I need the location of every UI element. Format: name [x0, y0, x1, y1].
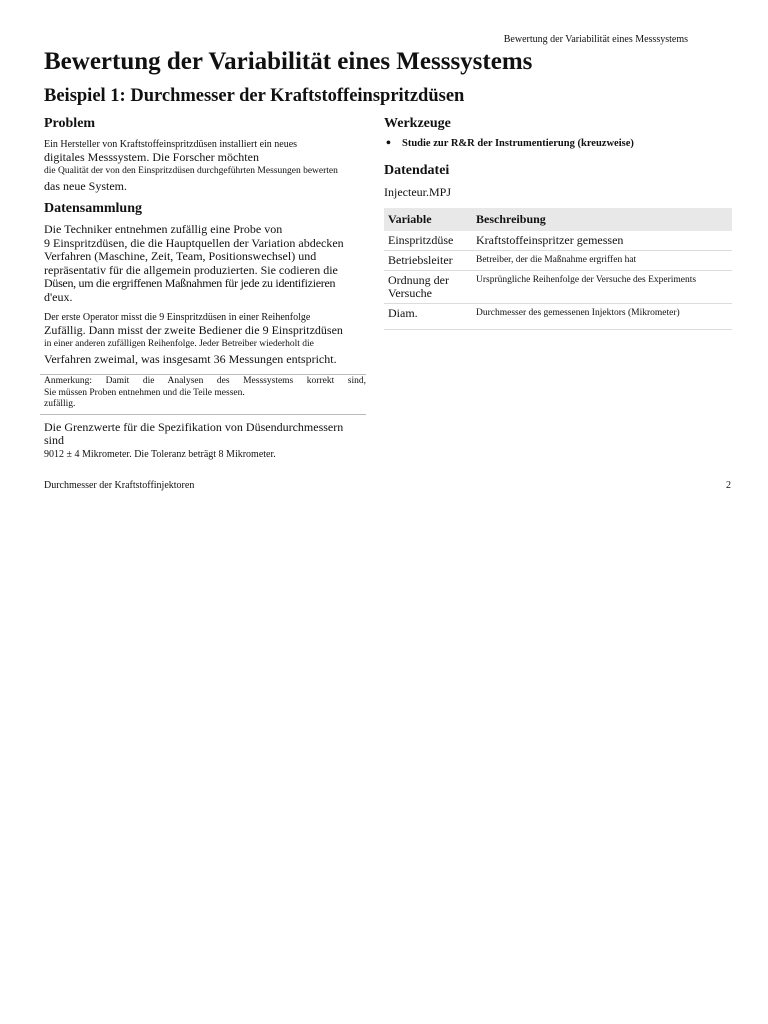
table-cell-description: Ursprüngliche Reihenfolge der Versuche des Experiments [472, 271, 732, 304]
data-p2-line-3: in einer anderen zufälligen Reihenfolge. Jeder Betreiber wiederholt die [44, 338, 314, 349]
data-p1-line-3: Verfahren (Maschine, Zeit, Team, Positionswechsel) und [44, 249, 317, 263]
problem-line-3: die Qualität der von den Einspritzdüsen durchgeführten Messungen bewerten [44, 165, 338, 176]
data-collection-heading: Datensammlung [44, 201, 143, 216]
note-line-2: Sie müssen Proben entnehmen und die Teile messen. [44, 387, 245, 398]
table-header-description: Beschreibung [472, 208, 732, 231]
table-cell-variable: Diam. [384, 304, 472, 330]
table-row [384, 231, 732, 251]
table-row [384, 251, 732, 271]
limits-line-1: Die Grenzwerte für die Spezifikation von Düsendurchmessern sind [44, 419, 344, 447]
note-line-1: Anmerkung: Damit die Analysen des Messsystems korrekt sind, [44, 376, 366, 386]
problem-line-2: digitales Messsystem. Die Forscher möchten [44, 150, 259, 164]
data-p1-line-5: Düsen, um die ergriffenen Maßnahmen für jede zu identifizieren [44, 276, 336, 290]
limits-line-2: 9012 ± 4 Mikrometer. Die Toleranz beträgt 8 Mikrometer. [44, 448, 276, 460]
datafile-name: Injecteur.MPJ [384, 185, 451, 199]
problem-line-1: Ein Hersteller von Kraftstoffeinspritzdüsen installiert ein neues [44, 139, 298, 150]
data-p2-line-4: Verfahren zweimal, was insgesamt 36 Messungen entspricht. [44, 351, 337, 366]
data-p2-line-2: Zufällig. Dann misst der zweite Bediener die 9 Einspritzdüsen [44, 323, 343, 337]
tools-heading: Werkzeuge [384, 116, 451, 131]
table-header-variable: Variable [384, 208, 472, 231]
table-cell-description: Kraftstoffeinspritzer gemessen [472, 231, 732, 251]
datafile-heading: Datendatei [384, 163, 450, 178]
data-p1-line-1: Die Techniker entnehmen zufällig eine Probe von [44, 222, 283, 236]
page-subtitle: Beispiel 1: Durchmesser der Kraftstoffeinspritzdüsen [44, 86, 465, 106]
tools-list-item: • Studie zur R&R der Instrumentierung (kreuzweise) [384, 138, 732, 149]
limits-section [44, 421, 366, 461]
note-box [40, 374, 366, 415]
problem-heading: Problem [44, 116, 96, 131]
page-title: Bewertung der Variabilität eines Messsystems [44, 48, 533, 75]
table-cell-variable: Ordnung der Versuche [384, 271, 472, 304]
variables-table [384, 208, 732, 330]
table-row [384, 271, 732, 304]
left-column [44, 116, 366, 461]
tools-list [384, 138, 732, 149]
data-p2-line-1: Der erste Operator misst die 9 Einspritzdüsen in einer Reihenfolge [44, 312, 311, 323]
footer-title: Durchmesser der Kraftstoffinjektoren [44, 480, 195, 491]
table-header-row [384, 208, 732, 231]
table-cell-description: Durchmesser des gemessenen Injektors (Mikrometer) [472, 304, 732, 330]
data-p1-line-4: repräsentativ für die allgemein produzierten. Sie codieren die [44, 262, 338, 277]
data-collection-section [44, 201, 366, 366]
data-p1-line-6: d'eux. [44, 289, 73, 304]
page-number: 2 [726, 480, 731, 491]
problem-line-4: das neue System. [44, 178, 127, 193]
problem-section [44, 116, 366, 193]
table-cell-variable: Einspritzdüse [384, 231, 472, 251]
right-column [384, 116, 732, 330]
table-cell-variable: Betriebsleiter [384, 251, 472, 271]
table-cell-description: Betreiber, der die Maßnahme ergriffen hat [472, 251, 732, 271]
table-row [384, 304, 732, 330]
data-p1-line-2: 9 Einspritzdüsen, die die Hauptquellen der Variation abdecken [44, 235, 344, 250]
note-line-3: zufällig. [44, 399, 76, 409]
running-header: Bewertung der Variabilität eines Messsystems [503, 34, 688, 45]
